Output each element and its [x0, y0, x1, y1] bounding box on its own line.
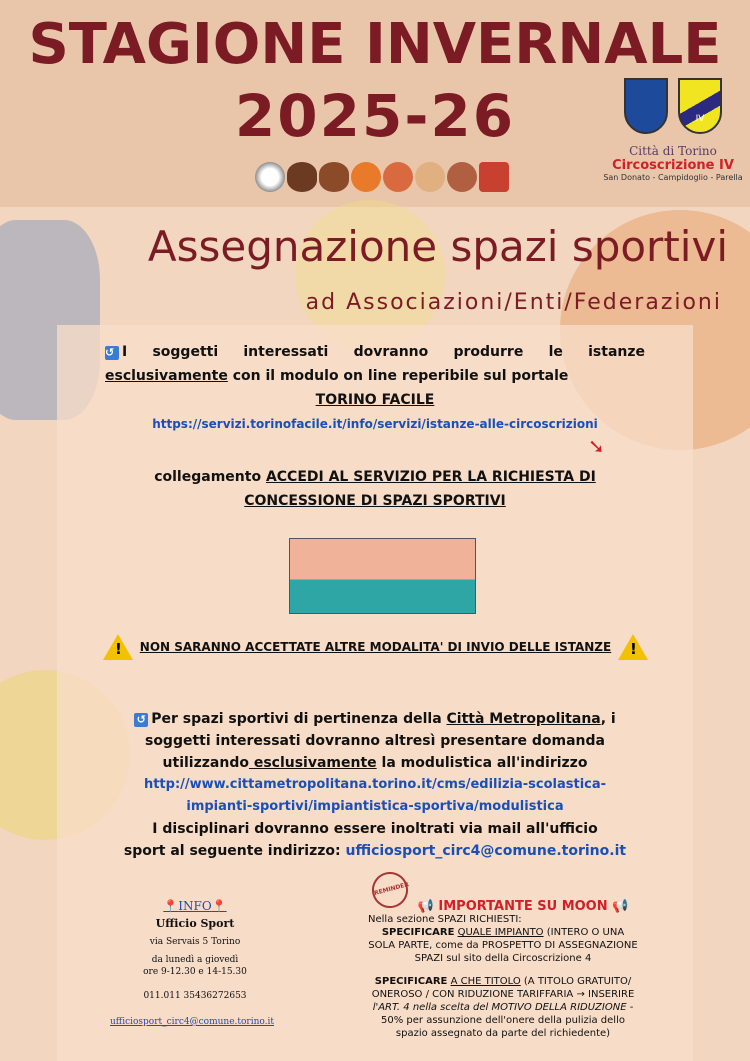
torino-shield-icon	[624, 78, 668, 134]
metro-link[interactable]: http://www.cittametropolitana.torino.it/cms/edilizia-scolastica-	[143, 777, 607, 792]
text: (A TITOLO GRATUITO/ ONEROSO / CON RIDUZIONE TARIFFARIA → INSERIRE	[371, 976, 635, 1000]
text: esclusivamente	[248, 755, 377, 771]
days: da lunedì a giovedì	[151, 955, 239, 965]
district-name: Circoscrizione IV	[612, 158, 734, 173]
sports-balls-icons	[255, 162, 509, 192]
moon-title: IMPORTANTE SU MOON	[438, 899, 608, 914]
section-metropolitana	[95, 708, 655, 862]
moon-notice	[368, 900, 638, 1040]
emphasis: esclusivamente	[105, 368, 228, 384]
text: (INTERO O UNA SOLA PARTE, come da PROSPETTO DI ASSEGNAZIONE SPAZI sul sito della Circoscrizione 4	[368, 927, 638, 964]
warning-text: NON SARANNO ACCETTATE ALTRE MODALITA' DI INVIO DELLE ISTANZE	[139, 640, 612, 654]
city-logo	[598, 78, 748, 182]
info-title: INFO	[178, 899, 212, 913]
reminder-stamp: REMINDER	[368, 868, 412, 912]
service-link-2[interactable]: CONCESSIONE DI SPAZI SPORTIVI	[244, 493, 506, 509]
text: , i	[600, 711, 616, 727]
checkmark-icon: ↺	[105, 346, 119, 360]
text: sport al seguente indirizzo:	[123, 843, 346, 859]
text: SPECIFICARE	[381, 927, 455, 938]
text: l'ART. 4 nella scelta del MOTIVO DELLA RIDUZIONE	[372, 1002, 627, 1013]
title-line1: STAGIONE INVERNALE	[28, 12, 722, 77]
warning-row	[103, 634, 648, 660]
section-portal	[105, 340, 645, 436]
warning-icon: !	[103, 634, 133, 660]
text: Nella sezione SPAZI RICHIESTI:	[368, 914, 522, 925]
text: la modulistica all'indirizzo	[376, 755, 588, 771]
info-box	[110, 899, 275, 1028]
cursor-arrow-icon: ➘	[588, 434, 605, 458]
district-shield-icon: IV	[678, 78, 722, 134]
info-email[interactable]: ufficiosport_circ4@comune.torino.it	[110, 1017, 275, 1027]
neighborhoods: San Donato - Campidoglio - Parella	[603, 173, 743, 182]
service-link[interactable]: ACCEDI AL SERVIZIO PER LA RICHIESTA DI	[265, 469, 596, 485]
checkmark-icon: ↺	[134, 713, 148, 727]
phone: 011.011 35436272653	[143, 991, 247, 1001]
text: - 50% per assunzione dell'onere della pulizia dello spazio assegnato da parte del richiedente)	[381, 1002, 634, 1039]
gym-illustration	[289, 538, 476, 614]
text: I soggetti interessati dovranno produrre le istanze	[122, 344, 645, 360]
text: con il modulo on line reperibile sul portale	[227, 368, 569, 384]
city-name: Città di Torino	[629, 144, 717, 158]
main-heading: Assegnazione spazi sportivi	[147, 222, 728, 271]
text: soggetti interessati dovranno altresì presentare domanda	[144, 733, 605, 749]
text: utilizzando	[162, 755, 249, 771]
email-link[interactable]: ufficiosport_circ4@comune.torino.it	[345, 843, 627, 859]
section-service	[105, 465, 645, 513]
megaphone-icon: 📢	[612, 899, 629, 914]
text: collegamento	[154, 469, 266, 485]
text: Per spazi sportivi di pertinenza della	[151, 711, 447, 727]
address: via Servais 5 Torino	[149, 937, 241, 947]
text: Città Metropolitana	[446, 711, 601, 727]
sub-heading: ad Associazioni/Enti/Federazioni	[305, 290, 722, 315]
megaphone-icon: 📢	[417, 899, 434, 914]
portal-link[interactable]: https://servizi.torinofacile.it/info/servizi/istanze-alle-circoscrizioni	[152, 417, 598, 431]
pin-icon: 📍	[211, 899, 227, 913]
hours: ore 9-12.30 e 14-15.30	[143, 967, 247, 977]
title-line2: 2025-26	[234, 82, 516, 150]
text: I disciplinari dovranno essere inoltrati via mail all'ufficio	[152, 821, 598, 837]
portal-name: TORINO FACILE	[315, 392, 435, 408]
office: Ufficio Sport	[155, 917, 235, 930]
warning-icon: !	[618, 634, 648, 660]
text: SPECIFICARE	[374, 976, 448, 987]
text: QUALE IMPIANTO	[457, 927, 544, 938]
text: A CHE TITOLO	[450, 976, 521, 987]
pin-icon: 📍	[163, 899, 179, 913]
metro-link-2[interactable]: impianti-sportivi/impiantistica-sportiva/modulistica	[186, 799, 564, 814]
